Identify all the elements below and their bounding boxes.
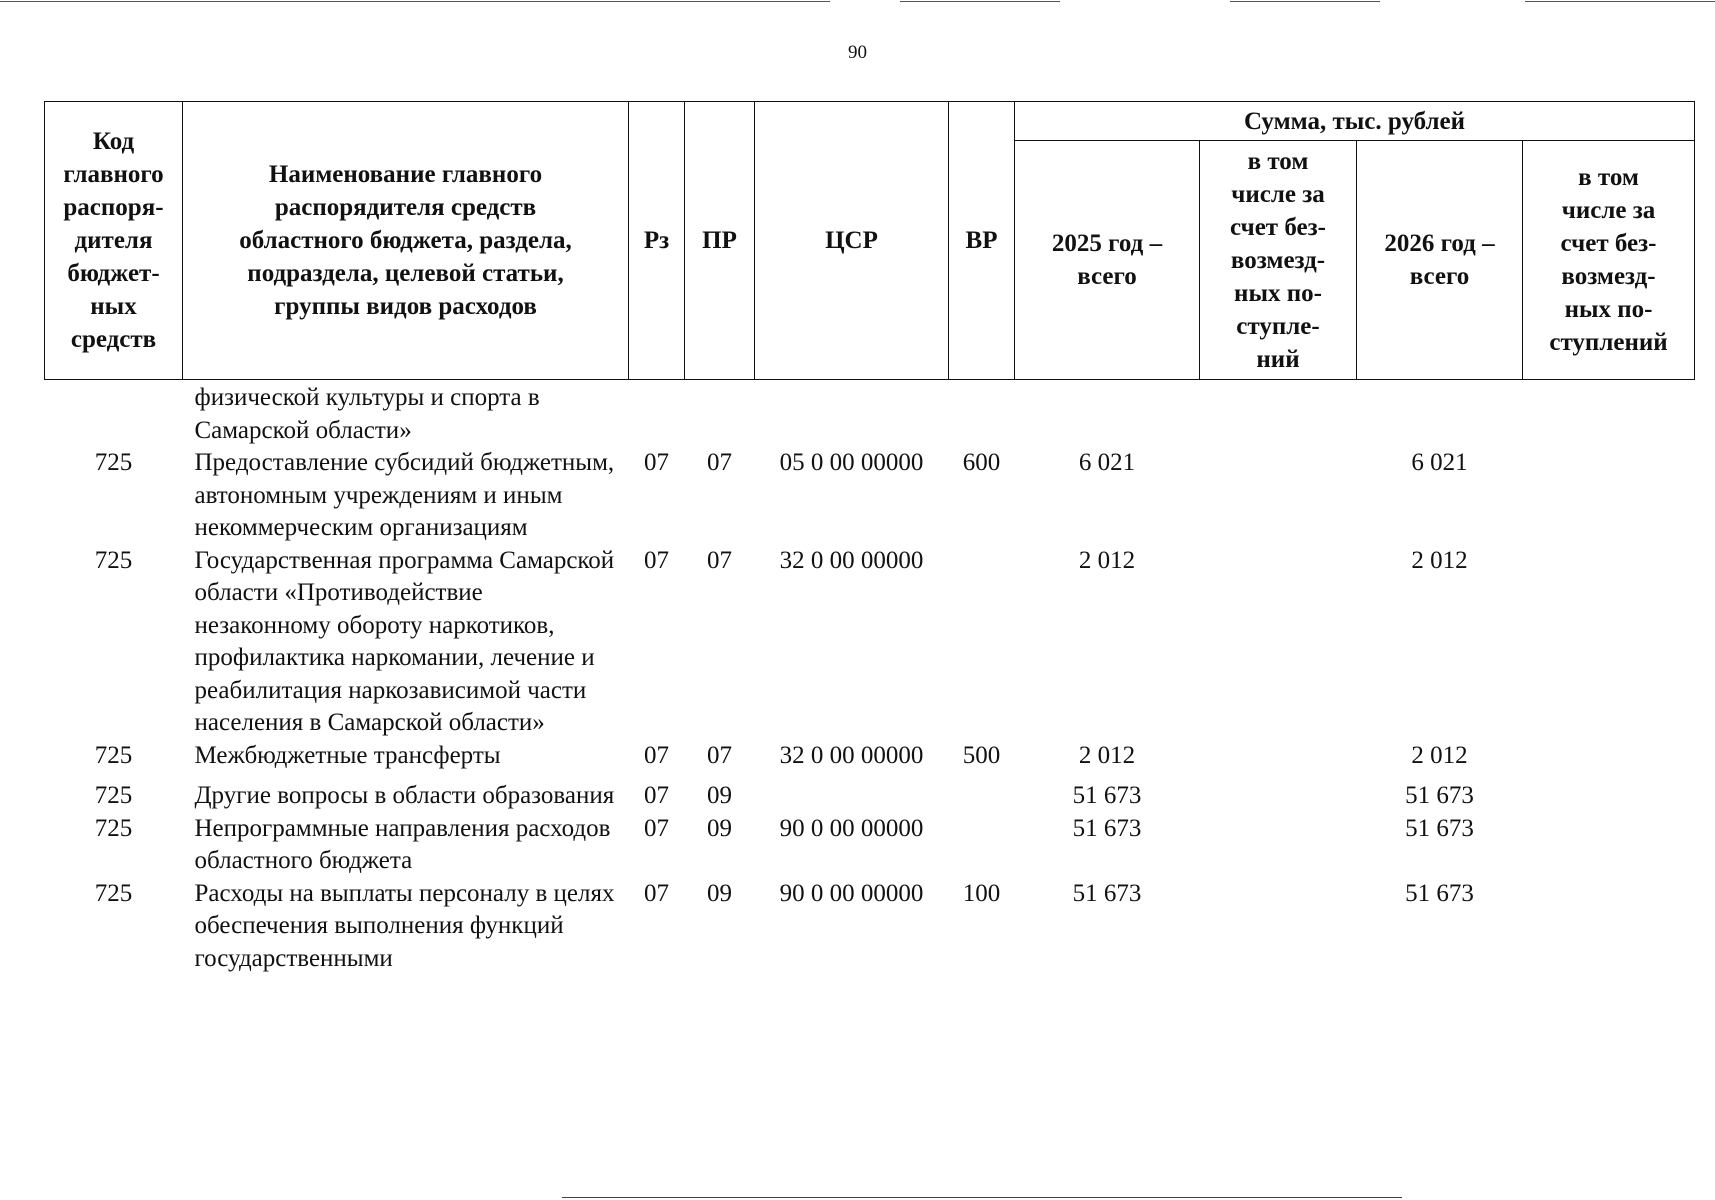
cell-2026-grants [1523,772,1695,813]
table-header [45,102,1695,380]
cell-2026-grants [1523,813,1695,878]
cell-2026-grants [1523,740,1695,773]
cell-rz: 07 [644,879,669,907]
cell-2025-total: 6 021 [1078,449,1136,476]
cell-name: Государственная программа Самарской области «Противодействие незаконному обороту наркотиков, профилактика наркомании, лечение и реабилитация наркозависимой части населения в Самарской области» [194,546,615,736]
cell-pr: 09 [707,879,732,907]
cell-code: 725 [94,741,133,769]
cell-2026-total: 51 673 [1405,879,1474,907]
table-row [45,813,1695,878]
table-row [45,772,1695,813]
cell-code [45,380,183,448]
cell-2025-grants [1200,772,1357,813]
cell-vr: 500 [962,741,1001,769]
table-body [45,380,1695,976]
cell-2025-grants [1200,545,1357,740]
cell-pr: 09 [707,782,732,809]
cell-vr [949,380,1015,448]
cell-2025-grants [1200,878,1357,976]
header-name: Наименование главного распорядителя средств областного бюджета, раздела, подраздела, целевой статьи, группы видов расходов [183,102,629,380]
cell-2026-total: 51 673 [1405,782,1474,809]
cell-name: физической культуры и спорта в Самарской области» [194,384,540,444]
cell-code: 725 [94,879,133,907]
cell-2026-total: 6 021 [1411,449,1468,476]
cell-rz: 07 [644,546,669,574]
header-2026-total: 2026 год – всего [1357,141,1523,380]
cell-vr [949,813,1015,878]
cell-2025-total: 2 012 [1078,741,1136,769]
cell-rz: 07 [644,449,669,476]
scan-edge-line [900,1,1060,2]
budget-table [44,101,1695,975]
cell-csr: 90 0 00 00000 [779,879,924,907]
scan-edge-line [0,1,830,2]
cell-2026-grants [1523,878,1695,976]
cell-2025-grants [1200,740,1357,773]
cell-rz: 07 [644,782,669,809]
cell-2025-grants [1200,447,1357,545]
cell-2026-grants [1523,380,1695,448]
cell-2026-grants [1523,447,1695,545]
cell-rz: 07 [644,741,669,769]
cell-rz: 07 [644,814,669,842]
cell-vr [949,772,1015,813]
scan-edge-line [1525,1,1715,2]
cell-2025-total: 51 673 [1072,879,1142,907]
cell-pr [685,380,755,448]
cell-name: Межбюджетные трансферты [194,741,501,769]
header-2025-total: 2025 год – всего [1015,141,1200,380]
cell-name: Другие вопросы в области образования [194,782,615,809]
cell-2025-total: 51 673 [1072,814,1142,842]
cell-name: Предоставление субсидий бюджетным, автономным учреждениям и иным некоммерческим организациям [194,449,615,541]
page-number: 90 [848,42,867,63]
header-2026-grants: в том числе за счет без-возмезд-ных по-ступлений [1523,141,1695,380]
cell-code: 725 [94,814,133,842]
cell-csr [755,380,949,448]
header-code: Код главного распоря-дителя бюджет-ных средств [45,102,183,380]
cell-2025-grants [1200,813,1357,878]
header-sum-group: Сумма, тыс. рублей [1015,102,1695,141]
cell-code: 725 [94,546,133,574]
cell-name: Непрограммные направления расходов областного бюджета [194,814,611,874]
header-2025-grants: в том числе за счет без-возмезд-ных по-ступле-ний [1200,141,1357,380]
cell-2026-total [1357,380,1523,448]
cell-2025-total [1015,380,1200,448]
header-pr: ПР [685,102,755,380]
cell-pr: 07 [707,546,732,574]
bottom-rule [562,1197,1402,1198]
cell-code: 725 [94,449,133,476]
cell-pr: 09 [707,814,732,842]
cell-csr: 90 0 00 00000 [779,814,924,842]
cell-2026-total: 51 673 [1405,814,1474,842]
cell-csr: 32 0 00 00000 [779,741,924,769]
cell-2026-total: 2 012 [1411,741,1468,769]
scan-edge-line [1230,1,1380,2]
cell-vr: 100 [962,879,1001,907]
cell-pr: 07 [707,449,732,476]
cell-code: 725 [94,782,133,809]
table-row [45,380,1695,448]
cell-2026-grants [1523,545,1695,740]
cell-csr: 05 0 00 00000 [779,449,924,476]
header-rz: Рз [629,102,685,380]
cell-2025-total: 51 673 [1072,782,1142,809]
table-row [45,740,1695,773]
cell-pr: 07 [707,741,732,769]
cell-2025-total: 2 012 [1078,546,1136,574]
cell-2025-grants [1200,380,1357,448]
cell-2026-total: 2 012 [1411,546,1468,574]
table-row [45,545,1695,740]
cell-rz [629,380,685,448]
cell-name: Расходы на выплаты персоналу в целях обеспечения выполнения функций государственными [194,879,615,972]
header-csr: ЦСР [755,102,949,380]
cell-vr: 600 [962,449,1001,476]
cell-csr: 32 0 00 00000 [779,546,924,574]
table-row [45,878,1695,976]
table-row [45,447,1695,545]
cell-csr [755,772,949,813]
cell-vr [949,545,1015,740]
header-vr: ВР [949,102,1015,380]
